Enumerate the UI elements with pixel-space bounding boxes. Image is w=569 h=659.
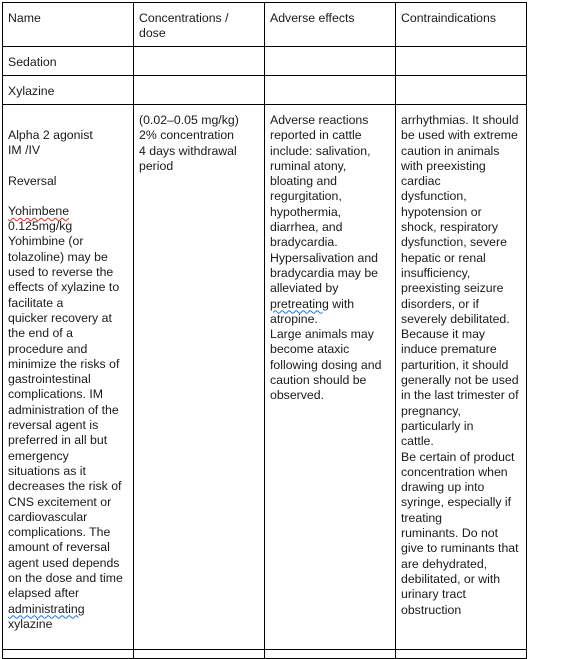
reversal-description-end: xylazine xyxy=(8,616,53,631)
cell-empty[interactable] xyxy=(265,47,396,76)
cell-empty[interactable] xyxy=(265,76,396,105)
reversal-agent-text: Yohimbene xyxy=(8,203,70,218)
header-adverse-text: Adverse effects xyxy=(270,11,355,25)
table-row-details xyxy=(3,105,527,650)
header-contra-text: Contraindications xyxy=(401,11,497,25)
cell-empty xyxy=(3,650,134,659)
sedation-label: Sedation xyxy=(8,55,57,69)
header-cell-name[interactable] xyxy=(3,3,134,47)
header-cell-adverse-effects[interactable] xyxy=(265,3,396,47)
reversal-dose-text: 0.125mg/kg xyxy=(8,219,73,234)
adverse-text-part1: Adverse reactions reported in cattle include: salivation, ruminal atony, bloating and regurgitation, hypothermia, diarrhea, and bradycardia. Hypersalivation and bradycardia may be alleviated by xyxy=(270,113,379,296)
cell-empty xyxy=(396,650,527,659)
cell-xylazine[interactable] xyxy=(3,76,134,105)
cell-sedation[interactable] xyxy=(3,47,134,76)
class-route-text: Alpha 2 agonist IM /IV xyxy=(8,128,93,158)
dose-text: (0.02–0.05 mg/kg) 2% concentration 4 days withdrawal period xyxy=(139,113,239,173)
cell-empty[interactable] xyxy=(396,76,527,105)
table-row-sedation xyxy=(3,47,527,76)
contraindications-text: arrhythmias. It should be used with extreme caution in animals with preexisting cardiac dysfunction, hypotension or shock, respiratory dysfunction, severe hepatic or renal insufficiency, preexisting seizure disorders, or if severely debilitated. Because it may induce premature parturition, it should generally not be used in the last trimester of pregnancy, particularly in cattle. Be certain of product concentration when drawing up into syringe, especially if treating ruminants. Do not give to ruminants that are dehydrated, debilitated, or with urinary tract obstruction xyxy=(401,113,519,617)
cell-contra-details[interactable] xyxy=(396,105,527,650)
reversal-description-text: Yohimbine (or tolazoline) may be used to reverse the effects of xylazine to facilitate a quicker recovery at the end of a procedure and minimize the risks of gastrointestinal complications. IM administration of the reversal agent is preferred in all but emergency situations as it decreases the risk of CNS excitement or cardiovascular complications. The amount of reversal agent used depends on the dose and time elapsed after xyxy=(8,234,123,601)
cell-dose-details[interactable] xyxy=(134,105,265,650)
header-concentrations-text: Concentrations / dose xyxy=(139,11,229,41)
xylazine-label: Xylazine xyxy=(8,84,55,98)
header-row xyxy=(3,3,527,47)
table-row-continued xyxy=(3,650,527,659)
adverse-text-part2: with atropine. Large animals may become ataxic following dosing and caution should be observed. xyxy=(270,296,382,403)
cell-empty xyxy=(265,650,396,659)
header-name-text: Name xyxy=(8,11,41,25)
drug-table xyxy=(2,2,527,659)
table-row-xylazine xyxy=(3,76,527,105)
cell-adverse-details[interactable] xyxy=(265,105,396,650)
reversal-label: Reversal xyxy=(8,173,57,188)
cell-empty[interactable] xyxy=(134,76,265,105)
cell-empty[interactable] xyxy=(396,47,527,76)
pretreating-word: pretreating xyxy=(270,296,329,311)
header-cell-contraindications[interactable] xyxy=(396,3,527,47)
cell-empty[interactable] xyxy=(134,47,265,76)
header-cell-concentrations[interactable] xyxy=(134,3,265,47)
administrating-word: administrating xyxy=(8,601,85,616)
cell-empty xyxy=(134,650,265,659)
cell-name-details[interactable] xyxy=(3,105,134,650)
